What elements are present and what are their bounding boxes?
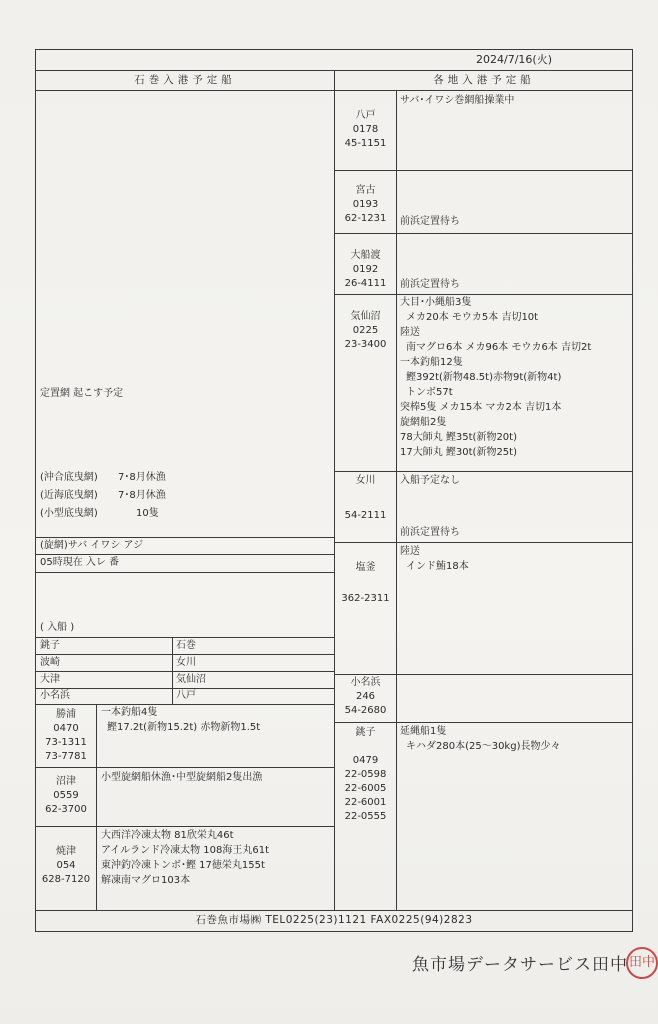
port-name: 大船渡 [350,250,381,261]
trawl-status: 7･8月休漁 [118,490,166,501]
seal-stamp: 田中 [626,947,658,979]
report-line: 陸送 [400,546,420,557]
report-line: キハダ280本(25〜30kg)長物少々 [406,741,561,752]
grid-cell: 小名浜 [40,690,70,701]
port-tel: 0193 [352,199,379,210]
port-tel: 246 [355,691,376,702]
port-tel: 0178 [352,124,379,135]
port-block-hachinohe [335,109,396,151]
port-tel: 23-3400 [344,339,387,350]
port-tel: 0192 [352,264,379,275]
report-line: 前浜定置待ち [400,279,460,290]
report-line: 陸送 [400,327,420,338]
grid-cell: 大津 [40,674,60,685]
port-block-shiogama [335,561,396,575]
port-tel-number: 362-2311 [341,593,390,604]
port-block-choshi [335,726,396,824]
port-block-kesennuma [335,310,396,352]
report-line: 小型旋網船休漁･中型旋網船2隻出漁 [101,772,263,783]
footer-contact: 石巻魚市場㈱ TEL0225(23)1121 FAX0225(94)2823 [195,914,473,926]
port-name: 女川 [355,475,376,486]
teichi-note: 定置網 起こす予定 [40,388,124,399]
port-report-shiogama [400,544,469,574]
report-line: 鰹17.2t(新物15.2t) 赤物新物1.5t [107,722,261,733]
port-block-ofunato [335,249,396,291]
grid-cell: 銚子 [40,640,60,651]
port-tel: 26-4111 [344,278,387,289]
report-line: トンボ57t [406,387,453,398]
port-tel: 62-3700 [45,804,87,815]
purse-seine-time: 05時現在 入レ 番 [40,557,120,568]
grid-cell: 波崎 [40,657,60,668]
port-tel: 0559 [53,790,79,801]
report-line: 南マグロ6本 メカ96本 モウカ6本 吉切2t [406,342,592,353]
port-report-numazu [101,770,262,785]
port-tel: 22-0555 [344,811,387,822]
report-line: インド鮪18本 [406,561,469,572]
trawl-status: 7･8月休漁 [118,472,166,483]
report-line: 一本釣船4隻 [101,707,158,718]
grid-cell: 気仙沼 [176,674,206,685]
port-name: 小名浜 [350,677,381,688]
port-name: 八戸 [355,110,376,121]
report-line: 東沖釣冷凍トンボ･鰹 17徳栄丸155t [101,860,265,871]
port-report-yaizu [101,828,269,888]
port-report-hachinohe [400,93,514,108]
report-line: アイルランド冷凍太物 108海王丸61t [101,845,270,856]
right-header: 各地入港予定船 [433,74,535,86]
report-date: 2024/7/16(火) [476,53,552,66]
port-tel-number: 54-2111 [344,510,387,521]
port-tel: 22-6005 [344,783,387,794]
report-line: 鰹392t(新物48.5t)赤物9t(新物4t) [406,372,562,383]
report-line: サバ･イワシ巻網船操業中 [400,95,515,106]
port-tel: 73-7781 [45,751,87,762]
port-name: 勝浦 [56,709,76,720]
left-header: 石巻入港予定船 [134,74,236,86]
port-tel: 54-2680 [344,705,387,716]
report-line: 突棒5隻 メカ15本 マカ2本 吉切1本 [400,402,562,413]
port-tel: 73-1311 [45,737,87,748]
port-name: 宮古 [355,185,376,196]
port-tel [335,592,396,606]
port-block-yaizu [36,845,96,887]
trawl-name: (小型底曳網) [40,508,98,519]
report-line: 前浜定置待ち [400,527,460,538]
port-block-miyako [335,184,396,226]
report-line: 前浜定置待ち [400,216,460,227]
trawl-name: (沖合底曳網) [40,472,98,483]
trawl-name: (近海底曳網) [40,490,98,501]
port-report-katsuura [101,705,260,735]
signature: 魚市場データサービス田中 [412,955,628,975]
report-line: 解凍南マグロ103本 [101,875,191,886]
port-tel [335,509,396,523]
port-block-katsuura [36,708,96,764]
report-line: 一本釣船12隻 [400,357,463,368]
port-report-miyako [400,214,460,229]
arrivals-label: ( 入船 ) [40,622,75,633]
trawl-status: 10隻 [136,508,159,519]
port-name: 塩釜 [355,562,376,573]
report-line: 旋網船2隻 [400,417,447,428]
port-tel: 22-0598 [344,769,387,780]
grid-cell: 石巻 [176,640,196,651]
port-tel: 45-1151 [344,138,387,149]
port-tel: 0470 [53,723,79,734]
port-tel: 0225 [352,325,379,336]
port-tel: 628-7120 [41,874,91,885]
report-line: メカ20本 モウカ5本 吉切10t [406,312,539,323]
grid-cell: 女川 [176,657,196,668]
port-block-onagawa [335,474,396,488]
port-tel: 62-1231 [344,213,387,224]
port-report-choshi [400,724,560,754]
report-line: 78大師丸 鰹35t(新物20t) [400,432,517,443]
purse-seine-title: (旋網)サバ イワシ アジ [40,540,144,551]
port-block-onahama [335,676,396,718]
report-line: 17大師丸 鰹30t(新物25t) [400,447,517,458]
port-name: 気仙沼 [350,311,381,322]
port-tel: 22-6001 [344,797,387,808]
report-line: 延縄船1隻 [400,726,447,737]
port-report-kesennuma [400,295,591,460]
port-tel: 054 [56,860,76,871]
port-name: 沼津 [56,776,76,787]
report-line: 大目･小縄船3隻 [400,297,472,308]
port-name: 焼津 [56,846,76,857]
report-line: 大西洋冷凍太物 81欣栄丸46t [101,830,234,841]
port-tel: 0479 [352,755,379,766]
port-report-ofunato [400,277,460,292]
report-line: 入船予定なし [400,475,460,486]
port-name: 銚子 [355,727,376,738]
grid-cell: 八戸 [176,690,196,701]
port-block-numazu [36,775,96,817]
